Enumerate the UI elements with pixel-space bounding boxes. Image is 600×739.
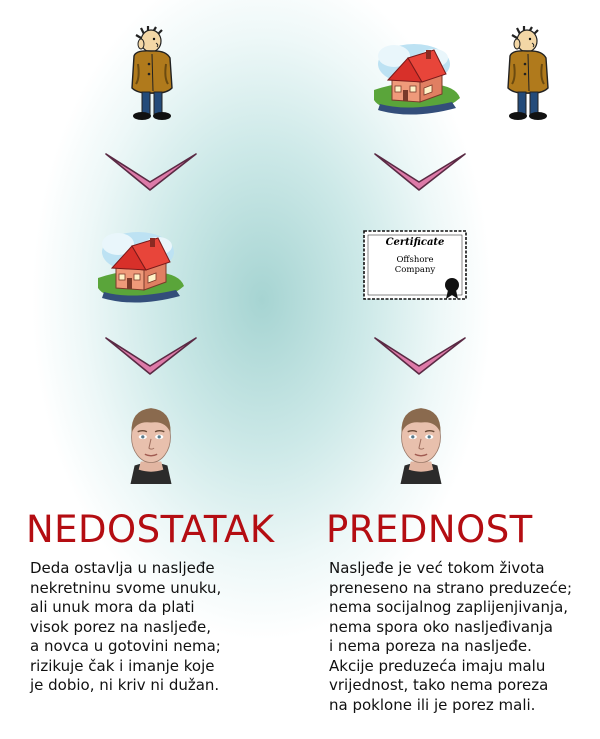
arrow-down-icon xyxy=(373,152,469,194)
boy-face-icon xyxy=(390,402,452,484)
grandfather-icon xyxy=(502,26,554,122)
arrow-down-icon xyxy=(104,152,200,194)
arrow-down-icon xyxy=(373,336,469,378)
certificate-icon xyxy=(362,229,468,301)
grandfather-icon xyxy=(126,26,178,122)
certificate-title: Certificate xyxy=(385,237,445,248)
left-heading: NEDOSTATAK xyxy=(26,508,275,551)
right-text: Nasljeđe je već tokom života preneseno na strano preduzeće; nema socijalnog zaplijenjivanja, nema spora oko nasljeđivanja i nema poreza na nasljeđe. Akcije preduzeća imaju malu vrijednost, tako nema poreza na poklone ili je porez mali. xyxy=(329,559,573,714)
certificate-line-1: Offshore xyxy=(396,255,434,265)
certificate-line-2: Company xyxy=(394,265,436,275)
house-icon xyxy=(96,226,188,310)
right-heading: PREDNOST xyxy=(326,508,533,551)
boy-face-icon xyxy=(120,402,182,484)
house-icon xyxy=(372,38,464,122)
left-text: Deda ostavlja u nasljeđe nekretninu svome unuku, ali unuk mora da plati visok porez na nasljeđe, a novca u gotovini nema; rizikuje čak i imanje koje je dobio, ni kriv ni dužan. xyxy=(30,559,222,694)
arrow-down-icon xyxy=(104,336,200,378)
